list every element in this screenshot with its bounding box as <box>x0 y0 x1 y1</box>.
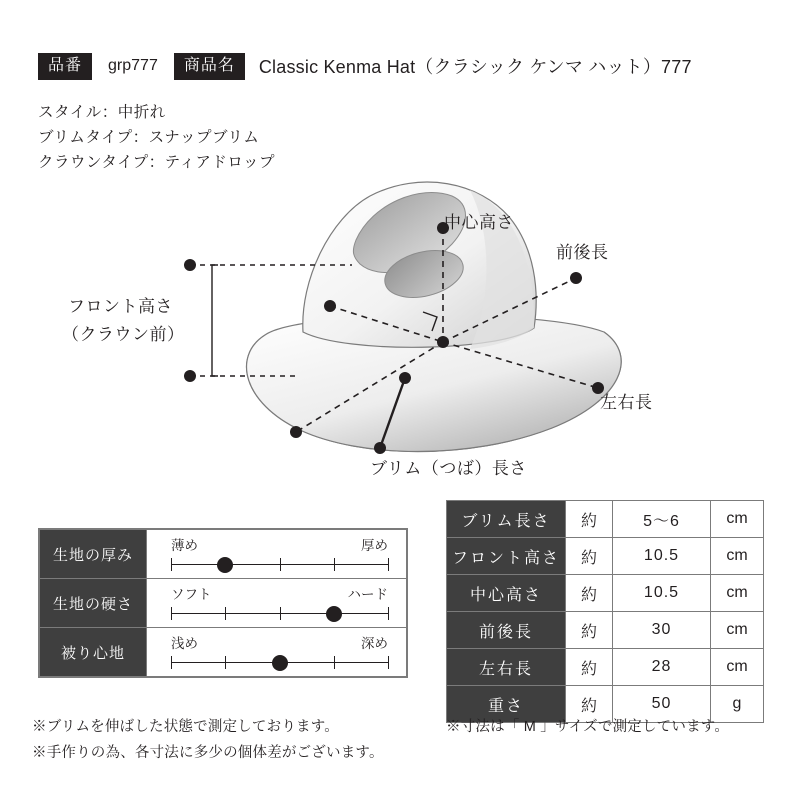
point-front-back <box>570 272 582 284</box>
measure-unit-left-right: cm <box>711 649 764 686</box>
measure-label-front-height: フロント高さ <box>447 538 566 575</box>
label-front-back: 前後長 <box>556 243 609 262</box>
notes-right <box>446 714 729 740</box>
header <box>38 52 708 80</box>
gauge-dot-fit <box>272 655 288 671</box>
note-size-basis: ※寸法は「 M 」サイズで測定しています。 <box>446 719 730 735</box>
measure-row-center-height <box>447 575 764 612</box>
measurement-table <box>446 500 764 723</box>
hat-diagram <box>0 160 800 490</box>
measure-label-weight: 重さ <box>447 686 566 723</box>
gauge-label-fit: 被り心地 <box>40 628 147 677</box>
product-name-label: 商品名 <box>174 53 245 80</box>
gauge-dot-stiffness <box>326 606 342 622</box>
measure-approx-front-back: 約 <box>566 612 613 649</box>
measure-value-center-height: 10.5 <box>613 575 711 612</box>
label-front-height-line2: （クラウン前） <box>62 325 185 344</box>
measure-value-front-back: 30 <box>613 612 711 649</box>
measure-value-left-right: 28 <box>613 649 711 686</box>
label-front-height-line1: フロント高さ <box>68 297 173 316</box>
measure-unit-weight: g <box>711 686 764 723</box>
point-brim-left <box>324 300 336 312</box>
measure-value-weight: 50 <box>613 686 711 723</box>
sku-label: 品番 <box>38 53 92 80</box>
measure-unit-front-back: cm <box>711 612 764 649</box>
gauge-dot-thickness <box>217 557 233 573</box>
gauge-table <box>38 528 408 678</box>
gauge-left-end-thickness: 薄め <box>171 538 198 553</box>
label-left-right: 左右長 <box>600 393 653 412</box>
measure-approx-left-right: 約 <box>566 649 613 686</box>
measure-unit-front-height: cm <box>711 538 764 575</box>
measure-label-brim: ブリム長さ <box>447 501 566 538</box>
label-brim-length: ブリム（つば）長さ <box>370 459 527 478</box>
gauge-right-end-thickness: 厚め <box>361 538 388 553</box>
label-center-height: 中心高さ <box>444 213 514 232</box>
gauge-right-end-stiffness: ハード <box>347 587 388 602</box>
measure-label-left-right: 左右長 <box>447 649 566 686</box>
gauge-row-stiffness <box>40 579 407 628</box>
spec-brim-type: ブリムタイプ：スナップブリム <box>38 129 260 146</box>
measure-approx-weight: 約 <box>566 686 613 723</box>
measure-label-front-back: 前後長 <box>447 612 566 649</box>
point-brim-outer <box>374 442 386 454</box>
gauge-row-fit <box>40 628 407 677</box>
measure-approx-front-height: 約 <box>566 538 613 575</box>
measure-unit-brim: cm <box>711 501 764 538</box>
point-brim-inner <box>399 372 411 384</box>
measure-approx-center-height: 約 <box>566 575 613 612</box>
measure-row-front-height <box>447 538 764 575</box>
measure-unit-center-height: cm <box>711 575 764 612</box>
point-brim-bottom-left <box>290 426 302 438</box>
note-brim-measurement: ※ブリムを伸ばした状態で測定しております。 <box>32 719 339 735</box>
gauge-track-thickness <box>147 530 407 579</box>
point-front-bottom <box>184 370 196 382</box>
product-name-value: Classic Kenma Hat（クラシック ケンマ ハット）777 <box>258 57 692 77</box>
sku-value: grp777 <box>108 57 158 74</box>
measure-label-center-height: 中心高さ <box>447 575 566 612</box>
gauge-track-fit <box>147 628 407 677</box>
gauge-row-thickness <box>40 530 407 579</box>
measure-value-front-height: 10.5 <box>613 538 711 575</box>
point-front-top <box>184 259 196 271</box>
gauge-left-end-fit: 浅め <box>171 636 198 651</box>
point-center <box>437 336 449 348</box>
spec-style: スタイル：中折れ <box>38 104 166 121</box>
gauge-label-thickness: 生地の厚み <box>40 530 147 579</box>
note-handmade-variance: ※手作りの為、各寸法に多少の個体差がございます。 <box>32 745 384 761</box>
gauge-left-end-stiffness: ソフト <box>171 587 212 602</box>
measure-value-brim: 5～6 <box>613 501 711 538</box>
measure-approx-brim: 約 <box>566 501 613 538</box>
gauge-right-end-fit: 深め <box>361 636 388 651</box>
gauge-track-stiffness <box>147 579 407 628</box>
front-height-bracket <box>212 265 218 376</box>
spec-crown-type: クラウンタイプ：ティアドロップ <box>38 154 276 171</box>
measure-row-brim <box>447 501 764 538</box>
measure-row-left-right <box>447 649 764 686</box>
notes-left <box>32 714 384 766</box>
gauge-label-stiffness: 生地の硬さ <box>40 579 147 628</box>
measure-row-front-back <box>447 612 764 649</box>
